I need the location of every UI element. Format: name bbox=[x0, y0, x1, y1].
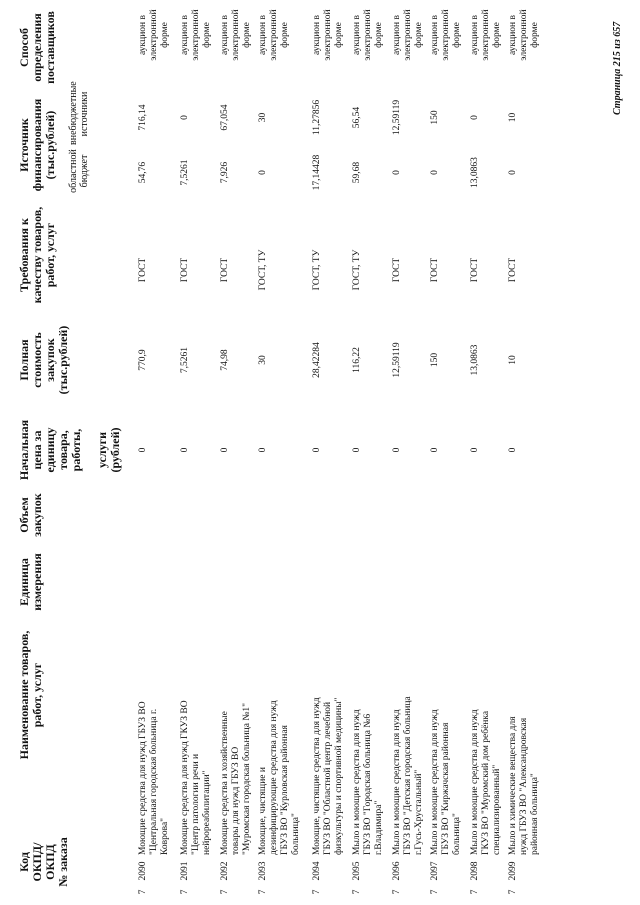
row-method-line: электронной bbox=[519, 9, 529, 61]
row-extra: 10 bbox=[508, 112, 518, 123]
row-name-line: г.Владимира" bbox=[374, 800, 384, 855]
header-source-extra bbox=[68, 83, 90, 145]
row-price: 0 bbox=[508, 447, 518, 453]
row-name-line: больница" bbox=[452, 813, 462, 855]
row-budget: 0 bbox=[258, 170, 268, 175]
row-method-line: электронной bbox=[481, 9, 491, 61]
header-src-line: Источник bbox=[17, 118, 31, 172]
row-method-line: форме bbox=[452, 22, 462, 48]
row-prefix: 7 bbox=[392, 889, 402, 895]
page-footer: Страница 215 из 657 bbox=[612, 21, 623, 115]
row-budget: 0 bbox=[508, 170, 518, 175]
row-name-line: Мыло и моющие средства для нужд bbox=[470, 709, 480, 855]
header-total bbox=[18, 320, 70, 400]
row-budget: 13,0863 bbox=[470, 157, 480, 188]
row-name-line: г.Гусь-Хрустальный" bbox=[414, 769, 424, 855]
row-budget: 59,68 bbox=[352, 161, 362, 184]
header-total-line: закупок bbox=[43, 338, 57, 382]
row-method-line: электронной bbox=[323, 9, 333, 61]
row-price: 0 bbox=[258, 447, 268, 453]
row-method-line: аукцион в bbox=[470, 15, 480, 55]
row-method-line: электронной bbox=[191, 9, 201, 61]
row-prefix: 7 bbox=[430, 889, 440, 895]
row-total: 13,0863 bbox=[470, 344, 480, 376]
row-method-line: форме bbox=[242, 22, 252, 48]
row-requirement: ГОСТ bbox=[138, 257, 148, 283]
row-requirement: ГОСТ bbox=[508, 257, 518, 283]
header-total-line: Полная bbox=[17, 339, 31, 381]
header-price-line: единицу bbox=[43, 427, 57, 473]
row-requirement: ГОСТ bbox=[220, 257, 230, 283]
header-budget-line: бюджет bbox=[79, 154, 90, 188]
header-volume-line: Объем bbox=[17, 497, 31, 533]
row-extra: 150 bbox=[430, 110, 440, 125]
row-number: 2097 bbox=[430, 861, 440, 881]
row-method-line: электронной bbox=[231, 9, 241, 61]
header-method-line: определения bbox=[30, 13, 44, 82]
header-source bbox=[18, 95, 57, 195]
row-prefix: 7 bbox=[180, 889, 190, 895]
row-budget: 7,926 bbox=[220, 161, 230, 184]
row-price: 0 bbox=[220, 447, 230, 453]
row-name-line: "Центральная городская больница г. bbox=[149, 708, 159, 855]
header-code-line: ОКПД/ bbox=[30, 842, 44, 882]
row-name bbox=[312, 620, 345, 855]
row-name bbox=[470, 620, 503, 855]
row-extra: 0 bbox=[470, 115, 480, 120]
header-src-line: финансирования bbox=[30, 98, 44, 192]
row-price: 0 bbox=[312, 447, 322, 453]
header-code-line: № заказа bbox=[56, 837, 70, 887]
header-extra-line: источники bbox=[79, 91, 90, 137]
header-volume bbox=[18, 485, 44, 545]
header-total-line: стоимость bbox=[30, 332, 44, 388]
row-prefix: 7 bbox=[220, 889, 230, 895]
row-total: 150 bbox=[430, 352, 440, 368]
row-requirement: ГОСТ, ТУ bbox=[352, 249, 362, 291]
row-extra: 716,14 bbox=[138, 104, 148, 131]
row-method-line: аукцион в bbox=[258, 15, 268, 55]
row-budget: 17,14428 bbox=[312, 154, 322, 191]
row-name-line: Мыло и моющие средства для нужд bbox=[352, 709, 362, 855]
row-name-line: Мыло и моющие средства для нужд bbox=[392, 709, 402, 855]
header-name bbox=[18, 620, 44, 770]
row-name bbox=[352, 620, 385, 855]
header-price-line: работы, bbox=[69, 428, 83, 472]
row-name-line: товары для нужд ГБУЗ ВО bbox=[231, 746, 241, 855]
header-unit-line: Единица bbox=[17, 558, 31, 606]
row-requirement: ГОСТ bbox=[470, 257, 480, 283]
row-extra: 11,27856 bbox=[312, 99, 322, 136]
row-name-line: Моющие средства для нужд ГКУЗ ВО bbox=[180, 700, 190, 855]
row-name-line: ГБУЗ ВО "Детская городская больница bbox=[403, 696, 413, 855]
row-extra: 67,054 bbox=[220, 104, 230, 131]
row-method-line: аукцион в bbox=[220, 15, 230, 55]
row-number: 2094 bbox=[312, 861, 322, 881]
row-name bbox=[180, 620, 213, 855]
row-method-line: аукцион в bbox=[508, 15, 518, 55]
header-code bbox=[18, 827, 70, 897]
header-price-line: товара, bbox=[56, 430, 70, 470]
row-method bbox=[392, 5, 425, 65]
header-price-line: (рублей) bbox=[108, 427, 122, 473]
row-price: 0 bbox=[180, 447, 190, 453]
row-method-line: аукцион в bbox=[138, 15, 148, 55]
row-method-line: электронной bbox=[441, 9, 451, 61]
row-extra: 0 bbox=[180, 115, 190, 120]
row-method-line: электронной bbox=[269, 9, 279, 61]
row-budget: 0 bbox=[430, 170, 440, 175]
header-price-line: услуги bbox=[95, 431, 109, 469]
row-method bbox=[220, 5, 253, 65]
row-name-line: районная больница" bbox=[530, 773, 540, 855]
row-budget: 54,76 bbox=[138, 161, 148, 184]
row-total: 30 bbox=[258, 355, 268, 365]
row-name-line: "Центр патологии речи и bbox=[191, 753, 201, 855]
row-name-line: ГБУЗ ВО "Киржачская районная bbox=[441, 722, 451, 855]
row-method-line: форме bbox=[530, 22, 540, 48]
row-name-line: Моющие, чистящие и bbox=[258, 767, 268, 855]
row-extra: 12,59119 bbox=[392, 99, 402, 136]
row-name-line: нейрореабилитации" bbox=[202, 770, 212, 855]
header-req-line: работ, услуг bbox=[43, 222, 57, 288]
row-total: 74,98 bbox=[220, 349, 230, 371]
row-method-line: форме bbox=[280, 22, 290, 48]
header-name-line: работ, услуг bbox=[30, 662, 44, 728]
row-name bbox=[508, 620, 541, 855]
row-name-line: нужд ГБУЗ ВО "Александровская bbox=[519, 717, 529, 855]
row-name bbox=[392, 620, 425, 855]
row-number: 2096 bbox=[392, 861, 402, 881]
header-req-line: Требования к bbox=[17, 218, 31, 292]
row-method-line: электронной bbox=[149, 9, 159, 61]
row-name-line: ГКУЗ ВО "Муромский дом ребёнка bbox=[481, 710, 491, 855]
row-number: 2098 bbox=[470, 861, 480, 881]
row-method-line: аукцион в bbox=[352, 15, 362, 55]
row-number: 2090 bbox=[138, 861, 148, 881]
header-name-line: Наименование товаров, bbox=[17, 630, 31, 760]
header-method bbox=[18, 5, 57, 90]
row-number: 2099 bbox=[508, 861, 518, 881]
row-method-line: форме bbox=[492, 22, 502, 48]
row-prefix: 7 bbox=[312, 889, 322, 895]
row-number: 2091 bbox=[180, 861, 190, 881]
header-code-line: ОКПД bbox=[43, 844, 57, 880]
row-name-line: Моющие, чистящие средства для нужд bbox=[312, 697, 322, 855]
header-total-line: (тыс.рублей) bbox=[56, 325, 70, 395]
row-number: 2093 bbox=[258, 861, 268, 881]
row-name-line: ГБУЗ ВО "Курловская районная bbox=[280, 725, 290, 855]
row-number: 2092 bbox=[220, 861, 230, 881]
header-req-line: качеству товаров, bbox=[30, 206, 44, 304]
row-prefix: 7 bbox=[258, 889, 268, 895]
row-method-line: аукцион в bbox=[392, 15, 402, 55]
row-method-line: аукцион в bbox=[430, 15, 440, 55]
row-name-line: Мыло и химические вещества для bbox=[508, 716, 518, 855]
row-name-line: Моющие средства и хозяйственные bbox=[220, 711, 230, 855]
header-method-line: Способ bbox=[17, 28, 31, 67]
header-requirements bbox=[18, 195, 57, 315]
row-total: 7,5261 bbox=[180, 346, 190, 374]
row-price: 0 bbox=[430, 447, 440, 453]
header-unit-line: измерения bbox=[30, 553, 44, 611]
row-method bbox=[138, 5, 171, 65]
row-method-line: аукцион в bbox=[312, 15, 322, 55]
row-name bbox=[258, 620, 302, 855]
header-price bbox=[18, 415, 122, 485]
row-number: 2095 bbox=[352, 861, 362, 881]
row-name-line: больница" bbox=[291, 813, 301, 855]
row-price: 0 bbox=[138, 447, 148, 453]
header-src-line: (тыс.рублей) bbox=[43, 110, 57, 180]
row-method bbox=[352, 5, 385, 65]
row-name bbox=[220, 620, 253, 855]
row-name-line: Коврова" bbox=[160, 817, 170, 855]
row-name-line: физкультуры и спортивной медицины" bbox=[334, 697, 344, 855]
row-budget: 7,5261 bbox=[180, 159, 190, 186]
header-unit bbox=[18, 547, 44, 617]
header-code-line: Код bbox=[17, 852, 31, 872]
row-total: 12,59119 bbox=[392, 342, 402, 378]
row-method-line: электронной bbox=[403, 9, 413, 61]
row-extra: 30 bbox=[258, 112, 268, 123]
header-extra-line: внебюджетные bbox=[68, 81, 79, 145]
row-name bbox=[138, 620, 171, 855]
row-requirement: ГОСТ bbox=[392, 257, 402, 283]
header-source-budget bbox=[68, 147, 90, 195]
row-name-line: ГБУЗ ВО "Городская больница №6 bbox=[363, 713, 373, 855]
header-budget-line: областной bbox=[68, 149, 79, 193]
row-price: 0 bbox=[392, 447, 402, 453]
row-method-line: форме bbox=[334, 22, 344, 48]
row-prefix: 7 bbox=[508, 889, 518, 895]
row-method-line: электронной bbox=[363, 9, 373, 61]
row-prefix: 7 bbox=[138, 889, 148, 895]
row-requirement: ГОСТ bbox=[180, 257, 190, 283]
row-method bbox=[180, 5, 213, 65]
row-method-line: форме bbox=[414, 22, 424, 48]
row-name-line: специализированный" bbox=[492, 764, 502, 855]
row-total: 770,9 bbox=[138, 349, 148, 371]
header-volume-line: закупок bbox=[30, 493, 44, 537]
row-method-line: форме bbox=[374, 22, 384, 48]
row-name-line: ГБУЗ ВО "Областной центр лечебной bbox=[323, 701, 333, 855]
row-total: 10 bbox=[508, 355, 518, 365]
header-price-line: Начальная bbox=[17, 419, 31, 481]
row-name bbox=[430, 620, 463, 855]
row-method-line: форме bbox=[202, 22, 212, 48]
row-name-line: дезинфицирующие средства для нужд bbox=[269, 700, 279, 855]
row-method bbox=[508, 5, 541, 65]
row-total: 28,42284 bbox=[312, 342, 322, 378]
row-requirement: ГОСТ, ТУ bbox=[312, 249, 322, 291]
header-price-line: цена за bbox=[30, 430, 44, 470]
row-requirement: ГОСТ, ТУ bbox=[258, 249, 268, 291]
row-name-line: "Муромская городская больница №1" bbox=[242, 702, 252, 855]
row-price: 0 bbox=[470, 447, 480, 453]
row-budget: 0 bbox=[392, 170, 402, 175]
row-method-line: форме bbox=[160, 22, 170, 48]
header-method-line: поставщиков bbox=[43, 11, 57, 84]
row-name-line: Моющие средства для нужд ГБУЗ ВО bbox=[138, 701, 148, 855]
row-method bbox=[312, 5, 345, 65]
row-requirement: ГОСТ bbox=[430, 257, 440, 283]
row-method bbox=[258, 5, 291, 65]
row-prefix: 7 bbox=[352, 889, 362, 895]
row-method bbox=[470, 5, 503, 65]
row-method-line: аукцион в bbox=[180, 15, 190, 55]
row-method bbox=[430, 5, 463, 65]
row-total: 116,22 bbox=[352, 347, 362, 373]
row-price: 0 bbox=[352, 447, 362, 453]
row-extra: 56,54 bbox=[352, 106, 362, 129]
row-name-line: Мыло и моющие средства для нужд bbox=[430, 709, 440, 855]
row-prefix: 7 bbox=[470, 889, 480, 895]
